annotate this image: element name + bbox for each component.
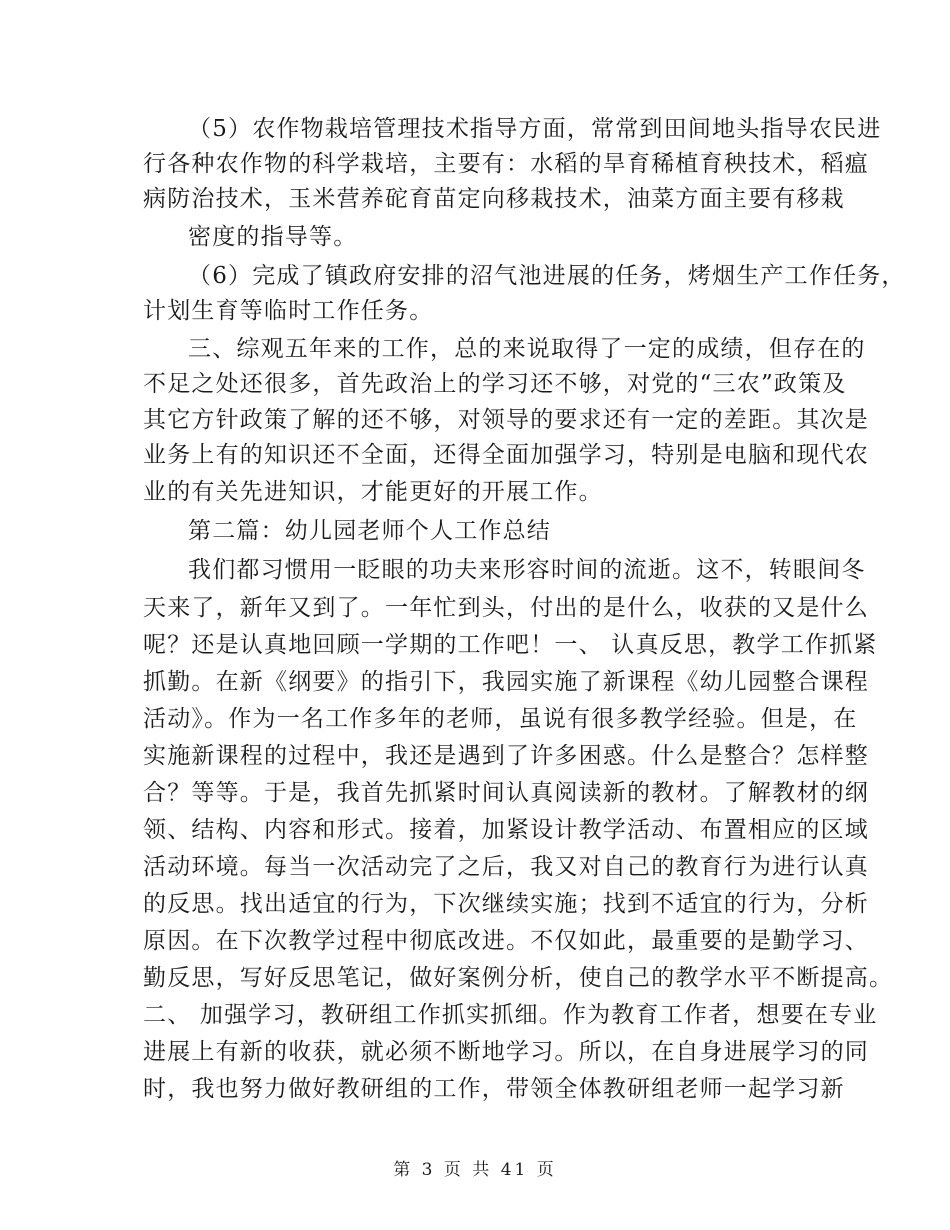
text-line: （6）完成了镇政府安排的沼气池进展的任务，烤烟生产工作任务， (188, 263, 906, 289)
text-line: 时，我也努力做好教研组的工作，带领全体教研组老师一起学习新 (143, 1076, 845, 1102)
text-line: 合？等等。于是，我首先抓紧时间认真阅读新的教材。了解教材的纲 (143, 780, 869, 806)
text-line: 活动环境。每当一次活动完了之后，我又对自己的教育行为进行认真 (143, 854, 869, 880)
section-heading: 第二篇：幼儿园老师个人工作总结 (188, 518, 551, 544)
text-line: 业务上有的知识还不全面，还得全面加强学习，特别是电脑和现代农 (143, 442, 869, 468)
text-line: （5）农作物栽培管理技术指导方面，常常到田间地头指导农民进 (188, 116, 882, 142)
text-line: 行各种农作物的科学栽培，主要有：水稻的旱育稀植育秧技术，稻瘟 (143, 151, 869, 177)
text-line: 领、结构、内容和形式。接着，加紧设计教学活动、布置相应的区域 (143, 817, 869, 843)
text-line: 计划生育等临时工作任务。 (143, 298, 434, 324)
text-line: 实施新课程的过程中，我还是遇到了许多困惑。什么是整合？怎样整 (143, 743, 869, 769)
text-line: 的反思。找出适宜的行为，下次继续实施；找到不适宜的行为，分析 (143, 891, 869, 917)
text-line: 呢？还是认真地回顾一学期的工作吧！一、 认真反思，教学工作抓紧 (143, 632, 878, 658)
text-line: 勤反思，写好反思笔记，做好案例分析，使自己的教学水平不断提高。 (143, 965, 894, 991)
text-line: 二、 加强学习，教研组工作抓实抓细。作为教育工作者，想要在专业 (143, 1002, 878, 1028)
text-line: 原因。在下次教学过程中彻底改进。不仅如此，最重要的是勤学习、 (143, 928, 869, 954)
text-line: 其它方针政策了解的还不够，对领导的要求还有一定的差距。其次是 (143, 407, 869, 433)
text-line: 抓勤。在新《纲要》的指引下，我园实施了新课程《幼儿园整合课程 (143, 669, 869, 695)
text-line: 业的有关先进知识，才能更好的开展工作。 (143, 479, 603, 505)
text-line: 我们都习惯用一眨眼的功夫来形容时间的流逝。这不，转眼间冬 (188, 557, 866, 583)
text-line: 活动》。作为一名工作多年的老师，虽说有很多教学经验。但是，在 (143, 706, 858, 732)
text-line: 病防治技术，玉米营养砣育苗定向移栽技术，油菜方面主要有移栽 (143, 186, 845, 212)
text-line: 进展上有新的收获，就必须不断地学习。所以，在自身进展学习的同 (143, 1039, 869, 1065)
page-footer: 第 3 页 共 41 页 (393, 1160, 557, 1180)
text-line: 三、综观五年来的工作，总的来说取得了一定的成绩，但存在的 (188, 336, 866, 362)
text-line: 密度的指导等。 (188, 224, 358, 250)
text-line: 天来了，新年又到了。一年忙到头，付出的是什么，收获的又是什么 (143, 595, 869, 621)
text-line: 不足之处还很多，首先政治上的学习还不够，对党的“三农”政策及 (143, 371, 847, 397)
